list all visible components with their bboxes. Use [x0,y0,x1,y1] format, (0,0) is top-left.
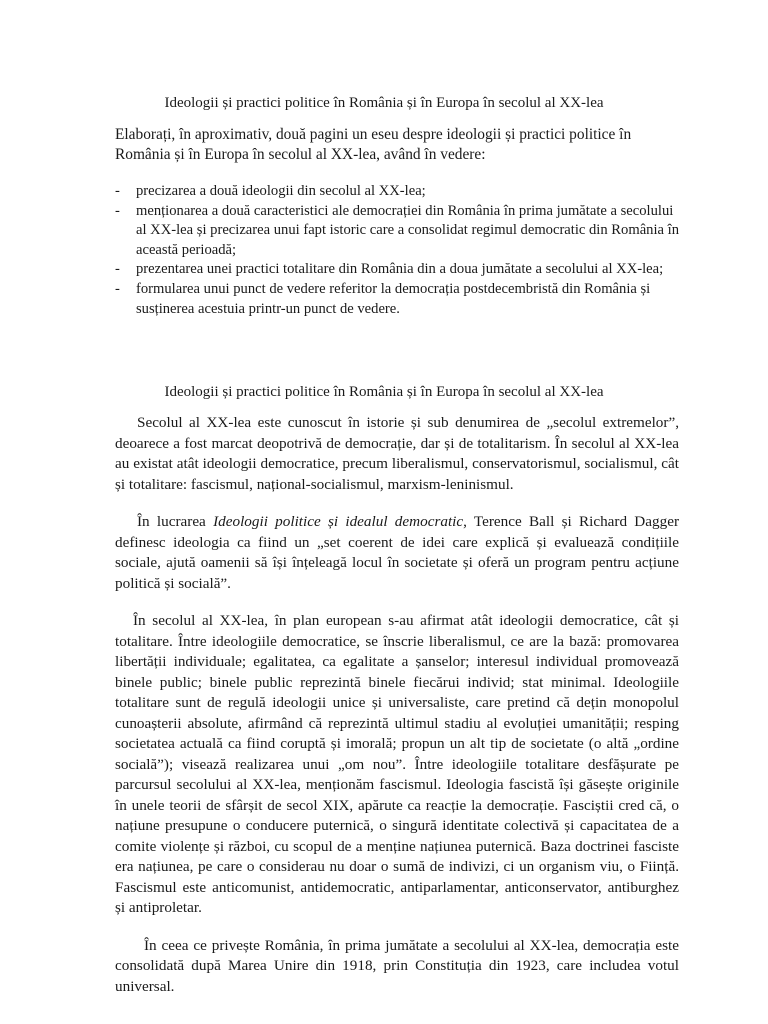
list-item [115,280,680,319]
assignment-intro: Elaborați, în aproximativ, două pagini un eseu despre ideologii și practici politice în România și în Europa în secolul al XX-lea, având în vedere: [115,126,632,163]
essay-paragraph-2 [115,512,679,594]
list-bullet: - [115,280,120,297]
list-item [115,260,680,280]
essay-paragraph-1: Secolul al XX-lea este cunoscut în istorie și sub denumirea de „secolul extremelor”, deoarece a fost marcat deopotrivă de democrație, dar și de totalitarism. În secolul al XX-lea au existat atât ideologii democratice, precum liberalismul, conservatorismul, socialismul, cât și totalitare: fascismul, național-socialismul, marxism-leninismul. [115,414,679,493]
list-item [115,202,680,261]
essay-paragraph-4: În ceea ce privește România, în prima jumătate a secolului al XX-lea, democrația este consolidată după Marea Unire din 1918, prin Constituția din 1923, care includea votul universal. [115,936,679,995]
list-bullet: - [115,202,120,219]
book-title: Ideologii politice și idealul democratic [213,513,464,530]
requirements-list [115,182,680,319]
essay-paragraph-3: În secolul al XX-lea, în plan european s-au afirmat atât ideologii democratice, cât și totalitare. Între ideologiile democratice, se înscrie liberalismul, ce are la bază: promovarea libertății individuale; egalitatea, ca egalitate a șanselor; interesul individual promovează binele public; binele public reprezintă binele fiecărui individ; stat minimal. Ideologiile totalitare sunt de regulă ideologii unice și universaliste, care pretind că dețin monopolul cunoașterii absolute, afirmând că reprezintă ultimul stadiu al evoluției umanității; resping societatea actuală ca fiind coruptă și imorală; propun un alt tip de societate (o altă „ordine socială”); visează realizarea unui „om nou”. Între ideologiile totalitare desfășurate pe parcursul secolului al XX-lea, menționăm fascismul. Ideologia fascistă își găsește originile în unele teorii de sfârșit de secol XIX, apărute ca reacție la democrație. Fasciștii cred că, o națiune presupune o conducere puternică, o singură identitate colectivă și capacitatea de a comite violențe și război, cu scopul de a menține națiunea puternică. Baza doctrinei fasciste era națiunea, pe care o considerau nu doar o sumă de indivizi, ci un organism viu, o Ființă. Fascismul este anticomunist, antidemocratic, antiparlamentar, anticonservator, antiburghez și antiproletar. [115,612,679,916]
essay-body [115,413,679,997]
essay-title: Ideologii și practici politice în România și în Europa în secolul al XX-lea [164,384,604,400]
list-bullet: - [115,183,120,199]
paragraph-text: , Terence Ball și Richard Dagger definesc ideologia ca fiind un „set coerent de idei care explică și evaluează condițiile sociale, ajută oamenii să își înțeleagă locul în societate și oferă un program pentru acțiune politică și socială”. [115,513,680,592]
list-item-text: prezentarea unei practici totalitare din România din a doua jumătate a secolului al XX-lea; [136,261,664,278]
list-item-text: precizarea a două ideologii din secolul al XX-lea; [136,183,426,199]
list-bullet: - [115,261,120,278]
list-item-text: formularea unui punct de vedere referitor la democrația postdecembristă din România și susținerea acestuia printr-un punct de vedere. [136,280,651,317]
paragraph-text: În lucrarea [137,513,214,530]
assignment-title: Ideologii și practici politice în România și în Europa în secolul al XX-lea [164,95,604,111]
list-item [115,182,680,202]
list-item-text: menționarea a două caracteristici ale democrației din România în prima jumătate a secolului al XX-lea și precizarea unui fapt istoric care a consolidat regimul democratic din România în această perioadă; [136,202,679,258]
